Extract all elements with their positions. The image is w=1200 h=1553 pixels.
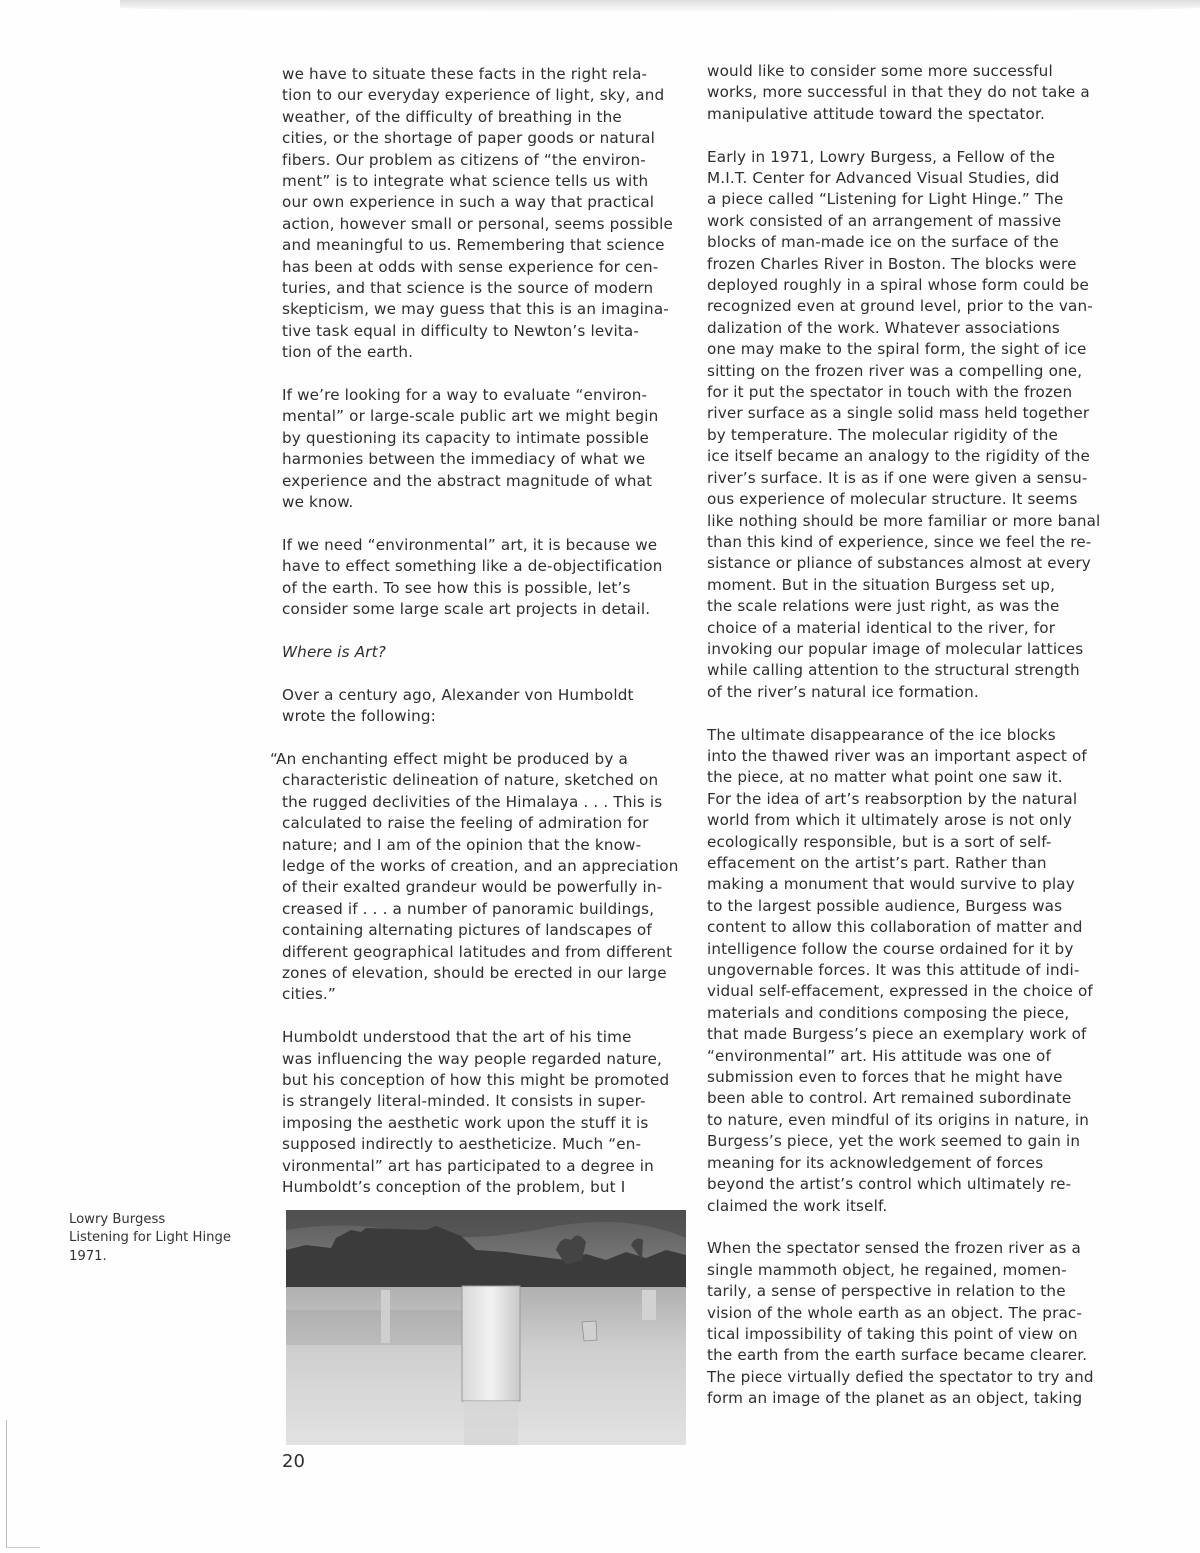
text-line: one may make to the spiral form, the sight of ice (707, 340, 1087, 359)
text-line: been able to control. Art remained subordinate (707, 1089, 1072, 1108)
scan-shadow (120, 0, 1200, 12)
text-line: ungovernable forces. It was this attitude of indi- (707, 961, 1080, 980)
text-line: we have to situate these facts in the right rela- (282, 65, 648, 83)
text-line: blocks of man-made ice on the surface of the (707, 233, 1059, 252)
text-line: the rugged declivities of the Himalaya . . . This is (282, 792, 663, 811)
text-line: that made Burgess’s piece an exemplary work of (707, 1025, 1087, 1044)
text-line: vironmental” art has participated to a degree in (282, 1156, 654, 1175)
text-line: would like to consider some more successful (707, 62, 1053, 80)
text-line: ledge of the works of creation, and an appreciation (282, 856, 679, 875)
text-line: has been at odds with sense experience for cen- (282, 257, 659, 276)
text-line: we know. (282, 493, 354, 512)
paragraph (282, 64, 692, 364)
text-line: to the largest possible audience, Burgess was (707, 896, 1063, 915)
text-line: to nature, even mindful of its origins in nature, in (707, 1110, 1090, 1129)
text-line: fibers. Our problem as citizens of “the environ- (282, 150, 646, 169)
text-line: making a monument that would survive to play (707, 875, 1075, 894)
ice-blocks-photo-illustration (286, 1210, 686, 1445)
text-line: wrote the following: (282, 707, 436, 726)
text-line: but his conception of how this might be promoted (282, 1071, 670, 1089)
text-line: different geographical latitudes and from different (282, 942, 673, 961)
text-line: harmonies between the immediacy of what we (282, 450, 646, 469)
text-line: manipulative attitude toward the spectator. (707, 104, 1045, 123)
right-column (707, 61, 1117, 1431)
text-line: like nothing should be more familiar or more banal (707, 511, 1101, 530)
text-line: was influencing the way people regarded nature, (282, 1049, 663, 1068)
text-line: and meaningful to us. Remembering that science (282, 236, 665, 255)
text-line: meaning for its acknowledgement of forces (707, 1153, 1044, 1172)
text-line: calculated to raise the feeling of admiration for (282, 814, 649, 833)
text-line: turies, and that science is the source of modern (282, 279, 654, 298)
text-line: consider some large scale art projects in detail. (282, 600, 651, 619)
text-line: for it put the spectator in touch with the frozen (707, 383, 1073, 402)
text-line: sistance or pliance of substances almost at every (707, 554, 1091, 573)
text-line: action, however small or personal, seems possible (282, 214, 674, 233)
text-line: while calling attention to the structural strength (707, 661, 1080, 680)
text-line: beyond the artist’s control which ultimately re- (707, 1175, 1072, 1194)
text-line: “environmental” art. His attitude was one of (707, 1046, 1051, 1065)
text-line: single mammoth object, he regained, momen- (707, 1260, 1067, 1279)
caption-artist: Lowry Burgess (69, 1212, 166, 1227)
figure-caption (69, 1211, 231, 1266)
text-line: ecologically responsible, but is a sort of self- (707, 832, 1052, 851)
text-line: into the thawed river was an important aspect of (707, 746, 1087, 765)
text-line: a piece called “Listening for Light Hinge.” The (707, 190, 1064, 209)
text-line: tical impossibility of taking this point of view on (707, 1324, 1078, 1343)
text-line: vidual self-effacement, expressed in the choice of (707, 982, 1093, 1001)
text-line: the piece, at no matter what point one saw it. (707, 768, 1063, 787)
text-line: The piece virtually defied the spectator to try and (707, 1367, 1094, 1386)
text-line: recognized even at ground level, prior to the van- (707, 297, 1093, 316)
caption-year: 1971. (69, 1248, 107, 1264)
text-line: weather, of the difficulty of breathing in the (282, 107, 622, 126)
text-line: river’s surface. It is as if one were given a sensu- (707, 468, 1088, 487)
text-line: For the idea of art’s reabsorption by the natural (707, 789, 1078, 808)
text-line: the earth from the earth surface became clearer. (707, 1346, 1088, 1365)
text-line: of the river’s natural ice formation. (707, 682, 979, 701)
text-line: have to effect something like a de-objectification (282, 557, 663, 576)
text-line: materials and conditions composing the piece, (707, 1003, 1070, 1022)
text-line: tive task equal in difficulty to Newton’s levita- (282, 321, 640, 340)
text-line: form an image of the planet as an object, taking (707, 1389, 1083, 1408)
text-line: Humboldt’s conception of the problem, but I (282, 1178, 626, 1197)
text-line: tion of the earth. (282, 343, 414, 362)
text-line: dalization of the work. Whatever associations (707, 318, 1060, 337)
text-line: frozen Charles River in Boston. The blocks were (707, 254, 1077, 273)
page-edge (6, 1420, 7, 1548)
text-line: nature; and I am of the opinion that the know- (282, 835, 642, 854)
text-line: mental” or large-scale public art we might begin (282, 407, 659, 426)
text-line: M.I.T. Center for Advanced Visual Studies, did (707, 169, 1060, 188)
text-line: invoking our popular image of molecular lattices (707, 639, 1084, 658)
text-line: “An enchanting effect might be produced by a (270, 749, 628, 768)
text-line: intelligence follow the course ordained for it by (707, 939, 1074, 958)
paragraph (282, 685, 692, 728)
left-column (270, 64, 692, 1220)
text-line: tion to our everyday experience of light, sky, and (282, 86, 665, 105)
text-line: the scale relations were just right, as was the (707, 597, 1060, 616)
text-line: tarily, a sense of perspective in relation to the (707, 1282, 1066, 1301)
text-line: moment. But in the situation Burgess set up, (707, 575, 1056, 594)
paragraph (282, 385, 692, 513)
text-line: vision of the whole earth as an object. The prac- (707, 1303, 1083, 1322)
text-line: When the spectator sensed the frozen river as a (707, 1239, 1081, 1258)
text-line: works, more successful in that they do not take a (707, 83, 1090, 102)
text-line: skepticism, we may guess that this is an imagina- (282, 300, 669, 319)
text-line: of their exalted grandeur would be powerfully in- (282, 878, 663, 897)
caption-title: Listening for Light Hinge (69, 1230, 231, 1246)
text-line: choice of a material identical to the river, for (707, 618, 1056, 637)
section-heading: Where is Art? (282, 642, 386, 661)
text-line: Burgess’s piece, yet the work seemed to gain in (707, 1132, 1081, 1151)
text-line: ice itself became an analogy to the rigidity of the (707, 447, 1090, 466)
text-line: by questioning its capacity to intimate possible (282, 428, 649, 447)
text-line: If we’re looking for a way to evaluate “environ- (282, 386, 648, 405)
text-line: submission even to forces that he might have (707, 1068, 1063, 1087)
text-line: The ultimate disappearance of the ice blocks (707, 725, 1056, 744)
text-line: river surface as a single solid mass held together (707, 404, 1090, 423)
text-line: ous experience of molecular structure. It seems (707, 490, 1078, 509)
text-line: world from which it ultimately arose is not only (707, 811, 1072, 830)
text-line: than this kind of experience, since we feel the re- (707, 532, 1092, 551)
text-line: content to allow this collaboration of matter and (707, 918, 1083, 937)
text-line: zones of elevation, should be erected in our large (282, 963, 667, 982)
text-line: experience and the abstract magnitude of what (282, 471, 653, 490)
paragraph (282, 535, 692, 621)
text-line: Over a century ago, Alexander von Humboldt (282, 685, 634, 704)
text-line: cities, or the shortage of paper goods or natural (282, 129, 655, 148)
paragraph (707, 725, 1117, 1217)
paragraph (707, 61, 1117, 125)
figure-photo (286, 1210, 686, 1445)
text-line: Early in 1971, Lowry Burgess, a Fellow of the (707, 147, 1056, 166)
paragraph (707, 1238, 1117, 1409)
text-line: is strangely literal-minded. It consists in super- (282, 1092, 646, 1111)
text-line: creased if . . . a number of panoramic buildings, (282, 899, 655, 918)
text-line: imposing the aesthetic work upon the stuff it is (282, 1113, 649, 1132)
text-line: containing alternating pictures of landscapes of (282, 921, 652, 940)
text-line: effacement on the artist’s part. Rather than (707, 854, 1047, 872)
text-line: of the earth. To see how this is possible, let’s (282, 578, 631, 597)
text-line: sitting on the frozen river was a compelling one, (707, 361, 1083, 380)
text-line: our own experience in such a way that practical (282, 193, 655, 212)
text-line: cities.” (282, 985, 336, 1004)
text-line: deployed roughly in a spiral whose form could be (707, 276, 1090, 295)
paragraph (282, 1027, 692, 1198)
text-line: Humboldt understood that the art of his time (282, 1028, 632, 1047)
text-line: claimed the work itself. (707, 1196, 888, 1215)
text-line: by temperature. The molecular rigidity of the (707, 425, 1058, 444)
text-line: work consisted of an arrangement of massive (707, 211, 1062, 230)
text-line: characteristic delineation of nature, sketched on (282, 771, 659, 790)
paragraph (707, 147, 1117, 704)
page-edge-bottom (6, 1547, 40, 1548)
text-line: ment” is to integrate what science tells us with (282, 172, 649, 191)
page-number: 20 (282, 1451, 305, 1472)
text-line: If we need “environmental” art, it is because we (282, 535, 658, 554)
block-quote (270, 749, 692, 1006)
text-line: supposed indirectly to aestheticize. Much “en- (282, 1135, 642, 1154)
